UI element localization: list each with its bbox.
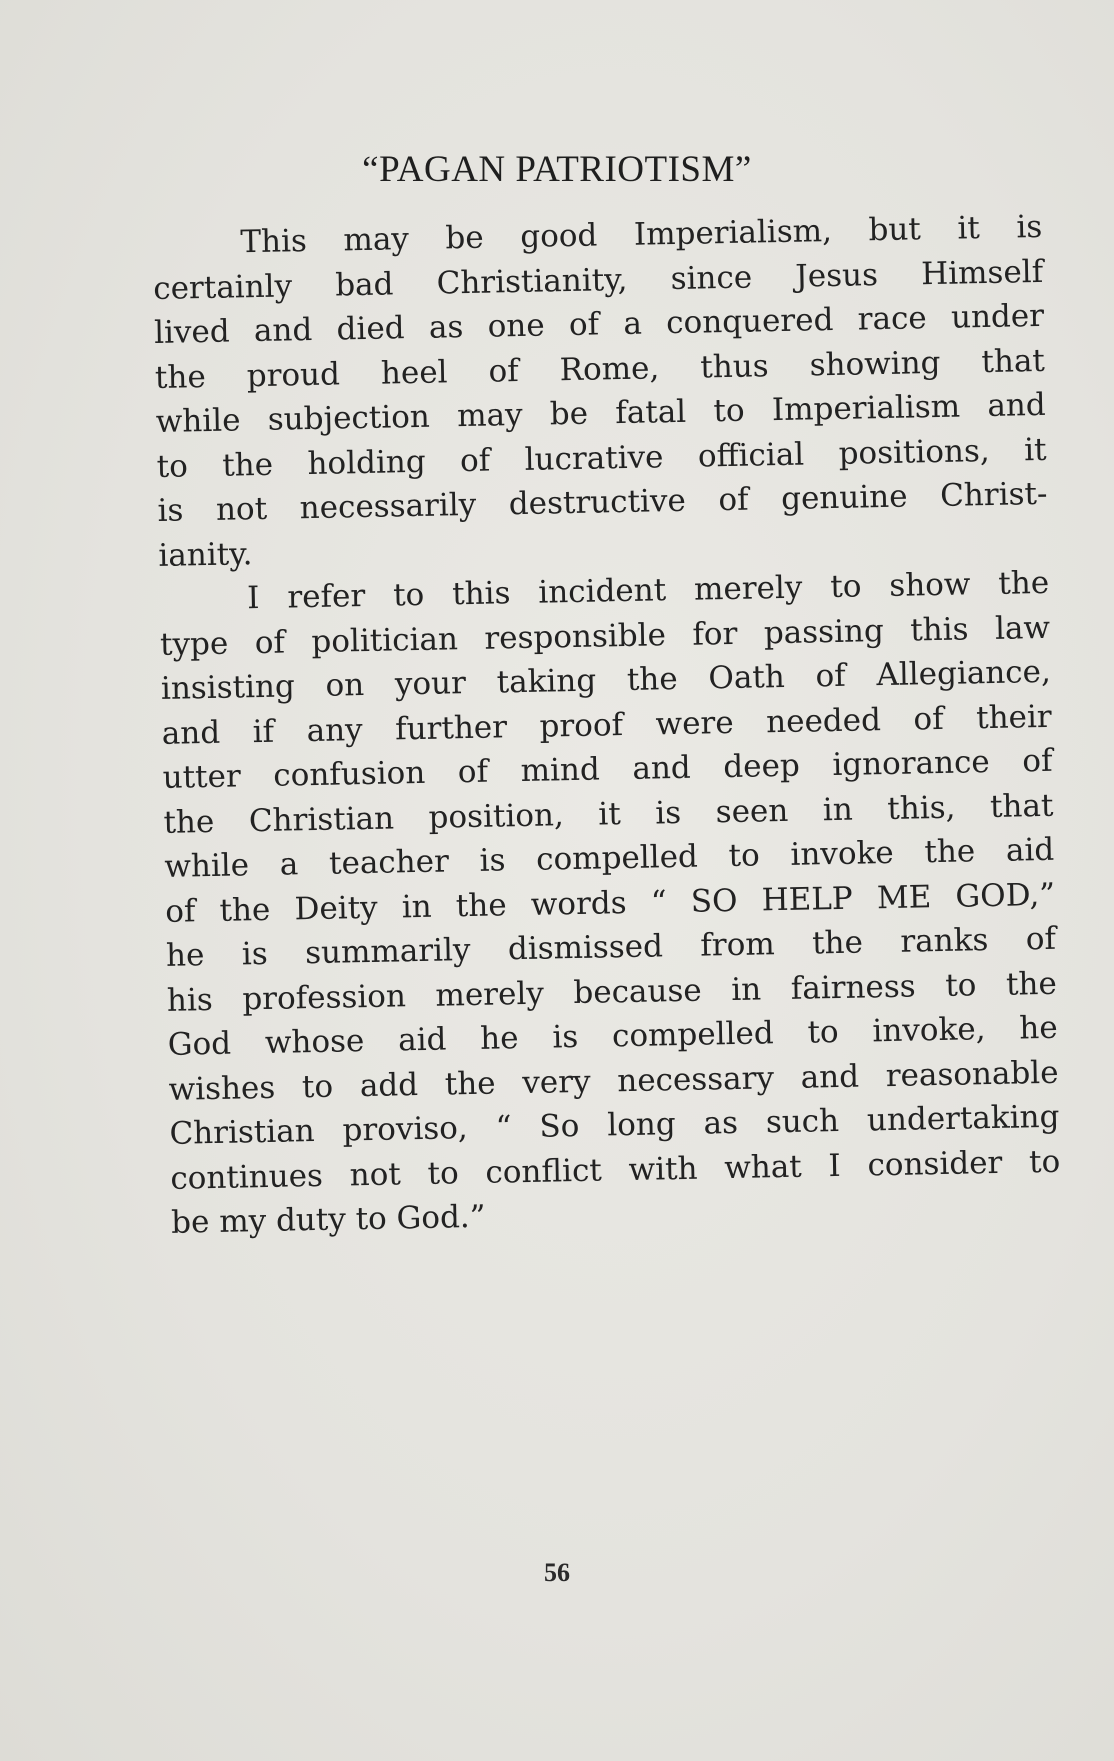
text-line: the Christian position, it is seen in this, that: [163, 787, 1054, 841]
text-line: insisting on your taking the Oath of Allegiance,: [160, 653, 1052, 707]
text-line: is not necessarily destructive of genuine Christ-: [157, 475, 1048, 529]
text-line: wishes to add the very necessary and reasonable: [168, 1054, 1059, 1108]
text-line: God whose aid he is compelled to invoke, he: [167, 1009, 1058, 1063]
text-line: This may be good Imperialism, but it is: [240, 208, 1043, 261]
text-line: lived and died as one of a conquered race under: [153, 297, 1045, 351]
page-number: 56: [544, 1558, 570, 1587]
body-text: [152, 205, 1061, 1245]
text-line: ianity.: [158, 535, 253, 574]
text-line: his profession merely because in fairness to the: [166, 965, 1058, 1019]
text-line: be my duty to God.”: [170, 1198, 486, 1241]
text-line: the proud heel of Rome, thus showing that: [154, 342, 1046, 396]
text-line: Christian proviso, “ So long as such undertaking: [169, 1098, 1060, 1152]
text-line: while subjection may be fatal to Imperialism and: [155, 386, 1047, 440]
text-line: he is summarily dismissed from the ranks of: [165, 920, 1057, 974]
text-line: I refer to this incident merely to show the: [246, 564, 1050, 617]
text-line: continues not to conflict with what I consider to: [170, 1143, 1061, 1197]
text-line: of the Deity in the words “ SO HELP ME GOD,”: [164, 876, 1056, 930]
text-line: while a teacher is compelled to invoke the aid: [164, 831, 1055, 885]
text-line: type of politician responsible for passing this law: [159, 609, 1051, 663]
paragraph-2: [159, 561, 1062, 1245]
text-line: utter confusion of mind and deep ignorance of: [162, 742, 1053, 796]
running-head: “PAGAN PATRIOTISM”: [362, 149, 752, 190]
text-line: and if any further proof were needed of their: [161, 698, 1053, 752]
paragraph-1: [152, 205, 1049, 578]
text-line: to the holding of lucrative official positions, it: [156, 431, 1047, 485]
text-line: certainly bad Christianity, since Jesus Himself: [152, 253, 1044, 307]
